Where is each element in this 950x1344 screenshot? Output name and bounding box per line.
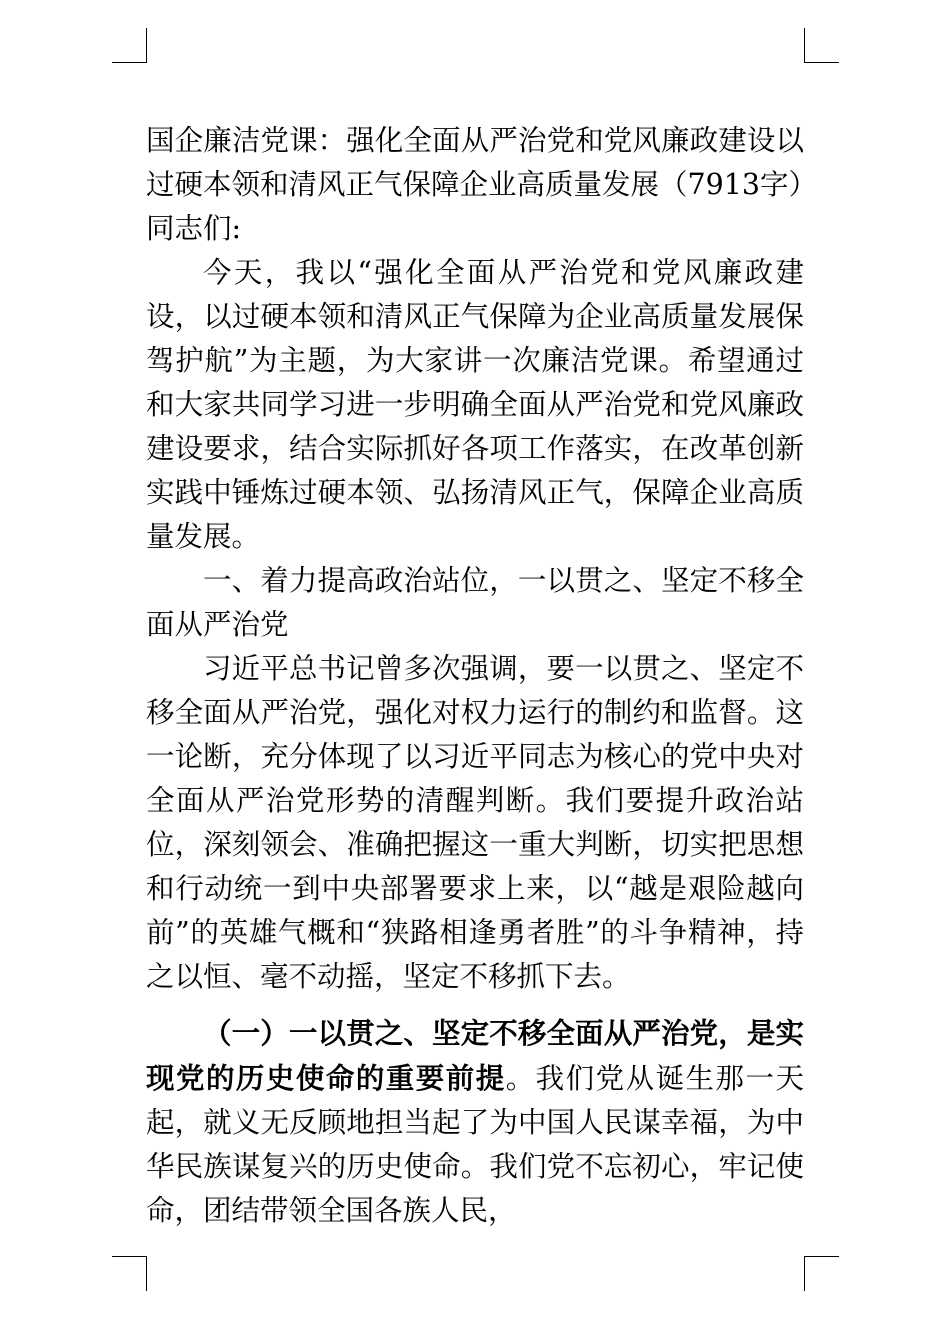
document-title: 国企廉洁党课：强化全面从严治党和党风廉政建设以过硬本领和清风正气保障企业高质量发展（7913字） [146,124,818,201]
crop-mark-bottom-right-vertical [804,1256,805,1291]
subsection-paragraph [146,1011,804,1233]
crop-mark-top-right-horizontal [804,62,839,63]
document-body [146,119,818,1233]
crop-mark-top-left-horizontal [112,62,147,63]
subsection-heading-bold: （一）一以贯之、坚定不移全面从严治党，是实现党的历史使命的重要前提 [146,1016,804,1095]
crop-mark-bottom-left-horizontal [112,1256,147,1257]
crop-mark-bottom-left-vertical [146,1256,147,1291]
intro-paragraph: 今天，我以“强化全面从严治党和党风廉政建设，以过硬本领和清风正气保障为企业高质量发展保驾护航”为主题，为大家讲一次廉洁党课。希望通过和大家共同学习进一步明确全面从严治党和党风廉政建设要求，结合实际抓好各项工作落实，在改革创新实践中锤炼过硬本领、弘扬清风正气，保障企业高质量发展。 [146,256,804,553]
section-heading-1: 一、着力提高政治站位，一以贯之、坚定不移全面从严治党 [146,564,804,641]
subsection-body-text: 。我们党从诞生那一天起，就义无反顾地担当起了为中国人民谋幸福，为中华民族谋复兴的历史使命。我们党不忘初心，牢记使命，团结带领全国各族人民， [146,1062,804,1227]
crop-mark-bottom-right-horizontal [804,1256,839,1257]
body-paragraph: 习近平总书记曾多次强调，要一以贯之、坚定不移全面从严治党，强化对权力运行的制约和监督。这一论断，充分体现了以习近平同志为核心的党中央对全面从严治党形势的清醒判断。我们要提升政治站位，深刻领会、准确把握这一重大判断，切实把思想和行动统一到中央部署要求上来，以“越是艰险越向前”的英雄气概和“狭路相逢勇者胜”的斗争精神，持之以恒、毫不动摇，坚定不移抓下去。 [146,652,804,993]
crop-mark-top-left-vertical [146,28,147,63]
salutation: 同志们: [146,212,242,245]
crop-mark-top-right-vertical [804,28,805,63]
